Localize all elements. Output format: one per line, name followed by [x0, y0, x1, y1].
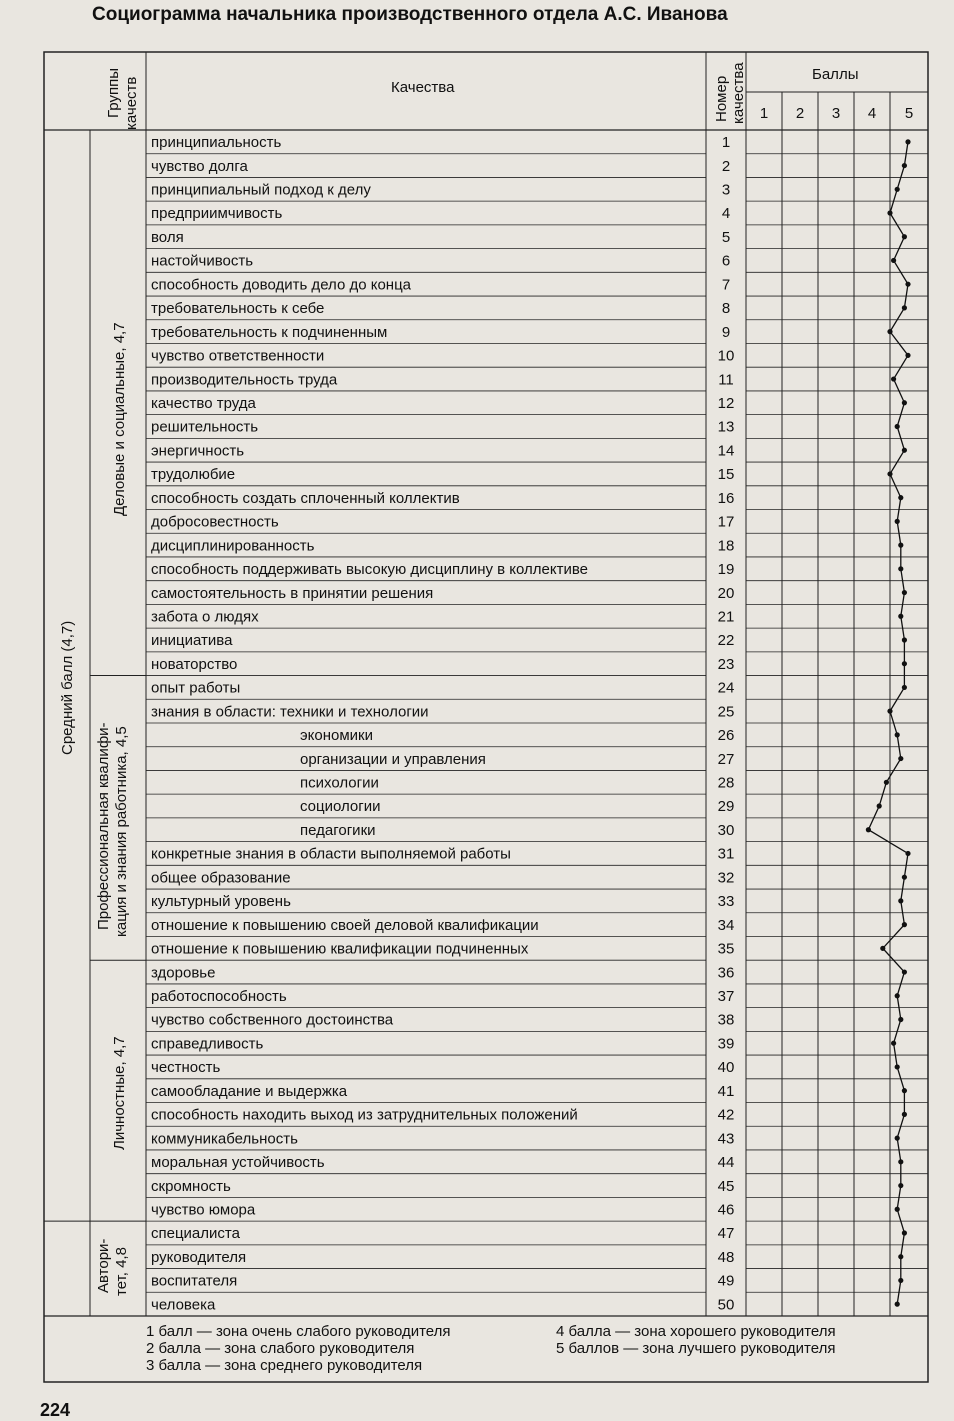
- quality-rows: [151, 134, 734, 1313]
- legend-item-1: 1 балл — зона очень слабого руководителя: [146, 1323, 451, 1340]
- profile-point: [898, 543, 903, 548]
- quality-label: моральная устойчивость: [151, 1154, 325, 1172]
- profile-point: [895, 1207, 900, 1212]
- quality-number: 37: [717, 987, 735, 1005]
- profile-point: [905, 353, 910, 358]
- profile-point: [891, 258, 896, 263]
- profile-point: [895, 993, 900, 998]
- profile-point: [902, 875, 907, 880]
- profile-point: [895, 1302, 900, 1307]
- quality-label: знания в области: техники и технологии: [151, 703, 429, 721]
- quality-number: 17: [717, 513, 735, 531]
- profile-point: [902, 637, 907, 642]
- table-header: [105, 62, 858, 130]
- quality-label: способность создать сплоченный коллектив: [151, 489, 460, 507]
- quality-number: 18: [717, 537, 735, 555]
- profile-point: [902, 234, 907, 239]
- quality-number: 48: [717, 1248, 735, 1266]
- profile-point: [898, 1159, 903, 1164]
- quality-number: 16: [717, 489, 735, 507]
- profile-point: [877, 803, 882, 808]
- quality-number: 24: [717, 679, 735, 697]
- score-col-header: 4: [867, 105, 877, 122]
- profile-point: [898, 495, 903, 500]
- quality-label: социологии: [300, 798, 381, 816]
- quality-label: организации и управления: [300, 750, 486, 768]
- quality-number: 19: [717, 561, 735, 579]
- profile-point: [895, 187, 900, 192]
- quality-label: человека: [151, 1296, 216, 1314]
- quality-label: качество труда: [151, 394, 256, 412]
- profile-point: [902, 969, 907, 974]
- quality-label: работоспособность: [151, 987, 287, 1005]
- quality-label: самостоятельность в принятии решения: [151, 584, 434, 602]
- profile-point: [895, 1064, 900, 1069]
- profile-point: [902, 305, 907, 310]
- quality-label: опыт работы: [151, 679, 241, 697]
- header-groups-line2: качеств: [123, 76, 140, 130]
- quality-label: справедливость: [151, 1035, 264, 1053]
- profile-point: [891, 1041, 896, 1046]
- quality-number: 30: [717, 821, 735, 839]
- quality-number: 42: [717, 1106, 735, 1124]
- group-professional-line2: кация и знания работника, 4,5: [113, 726, 130, 937]
- profile-point: [905, 139, 910, 144]
- profile-point: [902, 922, 907, 927]
- group-personal: Личностные, 4,7: [111, 1036, 128, 1150]
- group-authority-line2: тет, 4,8: [113, 1247, 130, 1296]
- quality-number: 10: [717, 347, 735, 365]
- profile-point: [902, 685, 907, 690]
- quality-number: 41: [717, 1082, 735, 1100]
- page-title: Социограмма начальника производственного отдела А.С. Иванова: [92, 4, 728, 25]
- profile-point: [866, 827, 871, 832]
- header-qualities: Качества: [391, 79, 455, 96]
- quality-number: 6: [721, 252, 731, 270]
- group-authority-line1: Автори-: [95, 1238, 112, 1293]
- quality-number: 31: [717, 845, 735, 863]
- quality-number: 7: [721, 276, 731, 294]
- quality-number: 26: [717, 727, 735, 745]
- profile-point: [887, 709, 892, 714]
- quality-label: отношение к повышению квалификации подчиненных: [151, 940, 529, 958]
- quality-number: 3: [721, 181, 731, 199]
- profile-point: [902, 1112, 907, 1117]
- quality-label: способность находить выход из затруднительных положений: [151, 1106, 578, 1124]
- profile-point: [902, 590, 907, 595]
- quality-label: педагогики: [300, 821, 376, 839]
- profile-point: [895, 424, 900, 429]
- legend-item-3: 3 балла — зона среднего руководителя: [146, 1357, 423, 1374]
- quality-label: экономики: [300, 727, 373, 745]
- quality-label: воля: [151, 228, 184, 246]
- profile-point: [891, 376, 896, 381]
- profile-point: [898, 1278, 903, 1283]
- profile-point: [905, 282, 910, 287]
- quality-label: способность доводить дело до конца: [151, 276, 412, 294]
- profile-point: [898, 898, 903, 903]
- quality-number: 40: [717, 1059, 735, 1077]
- quality-number: 11: [718, 371, 734, 389]
- quality-number: 38: [717, 1011, 735, 1029]
- quality-label: инициатива: [151, 632, 233, 650]
- quality-label: решительность: [151, 418, 259, 436]
- legend-right: [556, 1323, 836, 1357]
- quality-number: 15: [717, 466, 735, 484]
- quality-number: 1: [721, 134, 731, 152]
- quality-label: психологии: [300, 774, 379, 792]
- quality-label: скромность: [151, 1177, 231, 1195]
- header-number-line1: Номер: [713, 75, 730, 122]
- profile-point: [880, 946, 885, 951]
- header-number-line2: качества: [730, 62, 747, 124]
- score-col-header: 2: [795, 105, 805, 122]
- legend-left: [146, 1323, 451, 1374]
- quality-number: 25: [717, 703, 735, 721]
- quality-number: 4: [721, 205, 731, 223]
- profile-point: [895, 519, 900, 524]
- quality-label: требовательность к себе: [151, 300, 325, 318]
- group-professional-line1: Профессиональная квалифи-: [95, 722, 112, 930]
- quality-label: конкретные знания в области выполняемой работы: [151, 845, 511, 863]
- score-col-header: 3: [831, 105, 841, 122]
- quality-label: чувство долга: [151, 157, 248, 175]
- quality-number: 12: [717, 394, 735, 412]
- profile-point: [895, 1136, 900, 1141]
- quality-number: 34: [717, 916, 735, 934]
- header-scores: Баллы: [812, 66, 859, 83]
- quality-label: чувство юмора: [151, 1201, 256, 1219]
- score-col-header: 5: [904, 105, 914, 122]
- legend-item-5: 5 баллов — зона лучшего руководителя: [556, 1340, 836, 1357]
- quality-label: способность поддерживать высокую дисциплину в коллективе: [151, 561, 589, 579]
- quality-number: 13: [717, 418, 735, 436]
- quality-number: 2: [721, 157, 731, 175]
- quality-number: 39: [717, 1035, 735, 1053]
- quality-number: 9: [721, 323, 731, 341]
- quality-number: 23: [717, 655, 735, 673]
- quality-label: дисциплинированность: [151, 537, 315, 555]
- quality-number: 14: [717, 442, 735, 460]
- quality-label: руководителя: [151, 1248, 247, 1266]
- header-groups-line1: Группы: [105, 68, 122, 118]
- profile-point: [887, 329, 892, 334]
- quality-number: 49: [717, 1272, 735, 1290]
- quality-label: общее образование: [151, 869, 291, 887]
- page-number: 224: [40, 1400, 71, 1420]
- quality-label: коммуникабельность: [151, 1130, 298, 1148]
- profile-point: [902, 163, 907, 168]
- quality-label: воспитателя: [151, 1272, 238, 1290]
- quality-number: 35: [717, 940, 735, 958]
- profile-point: [898, 566, 903, 571]
- quality-number: 46: [717, 1201, 735, 1219]
- quality-label: забота о людях: [151, 608, 259, 626]
- profile-point: [902, 661, 907, 666]
- quality-number: 36: [717, 964, 735, 982]
- profile-point: [898, 1254, 903, 1259]
- quality-label: трудолюбие: [151, 466, 236, 484]
- quality-label: чувство ответственности: [151, 347, 325, 365]
- quality-label: культурный уровень: [151, 893, 291, 911]
- quality-label: добросовестность: [151, 513, 279, 531]
- group-business: Деловые и социальные, 4,7: [111, 322, 128, 516]
- quality-label: чувство собственного достоинства: [151, 1011, 394, 1029]
- quality-number: 45: [717, 1177, 735, 1195]
- group-overall: Средний балл (4,7): [59, 620, 76, 755]
- profile-point: [884, 780, 889, 785]
- quality-label: самообладание и выдержка: [151, 1082, 348, 1100]
- quality-number: 27: [717, 750, 735, 768]
- legend-item-4: 4 балла — зона хорошего руководителя: [556, 1323, 836, 1340]
- quality-label: новаторство: [151, 655, 238, 673]
- quality-label: отношение к повышению своей деловой квалификации: [151, 916, 539, 934]
- score-col-header: 1: [759, 105, 769, 122]
- profile-point: [902, 1230, 907, 1235]
- quality-number: 5: [721, 228, 731, 246]
- quality-number: 47: [717, 1225, 735, 1243]
- quality-number: 21: [717, 608, 735, 626]
- profile-point: [898, 756, 903, 761]
- profile-point: [895, 732, 900, 737]
- quality-label: честность: [151, 1059, 221, 1077]
- quality-number: 20: [717, 584, 735, 602]
- quality-label: производительность труда: [151, 371, 338, 389]
- quality-number: 33: [717, 893, 735, 911]
- profile-point: [902, 400, 907, 405]
- quality-label: специалиста: [151, 1225, 240, 1243]
- quality-number: 28: [717, 774, 735, 792]
- profile-point: [887, 210, 892, 215]
- profile-point: [887, 471, 892, 476]
- quality-label: здоровье: [151, 964, 216, 982]
- quality-label: настойчивость: [151, 252, 254, 270]
- profile-point: [902, 1088, 907, 1093]
- quality-number: 43: [717, 1130, 735, 1148]
- profile-point: [898, 614, 903, 619]
- group-labels: [59, 322, 130, 1296]
- quality-label: требовательность к подчиненным: [151, 323, 388, 341]
- profile-point: [902, 448, 907, 453]
- quality-number: 29: [717, 798, 735, 816]
- quality-number: 22: [717, 632, 735, 650]
- quality-number: 8: [721, 300, 731, 318]
- quality-number: 50: [717, 1296, 735, 1314]
- quality-label: принципиальность: [151, 134, 282, 152]
- quality-label: предприимчивость: [151, 205, 283, 223]
- legend-item-2: 2 балла — зона слабого руководителя: [146, 1340, 415, 1357]
- quality-number: 32: [717, 869, 735, 887]
- quality-label: энергичность: [151, 442, 245, 460]
- profile-point: [905, 851, 910, 856]
- quality-number: 44: [717, 1154, 735, 1172]
- quality-label: принципиальный подход к делу: [151, 181, 371, 199]
- profile-point: [898, 1183, 903, 1188]
- profile-point: [898, 1017, 903, 1022]
